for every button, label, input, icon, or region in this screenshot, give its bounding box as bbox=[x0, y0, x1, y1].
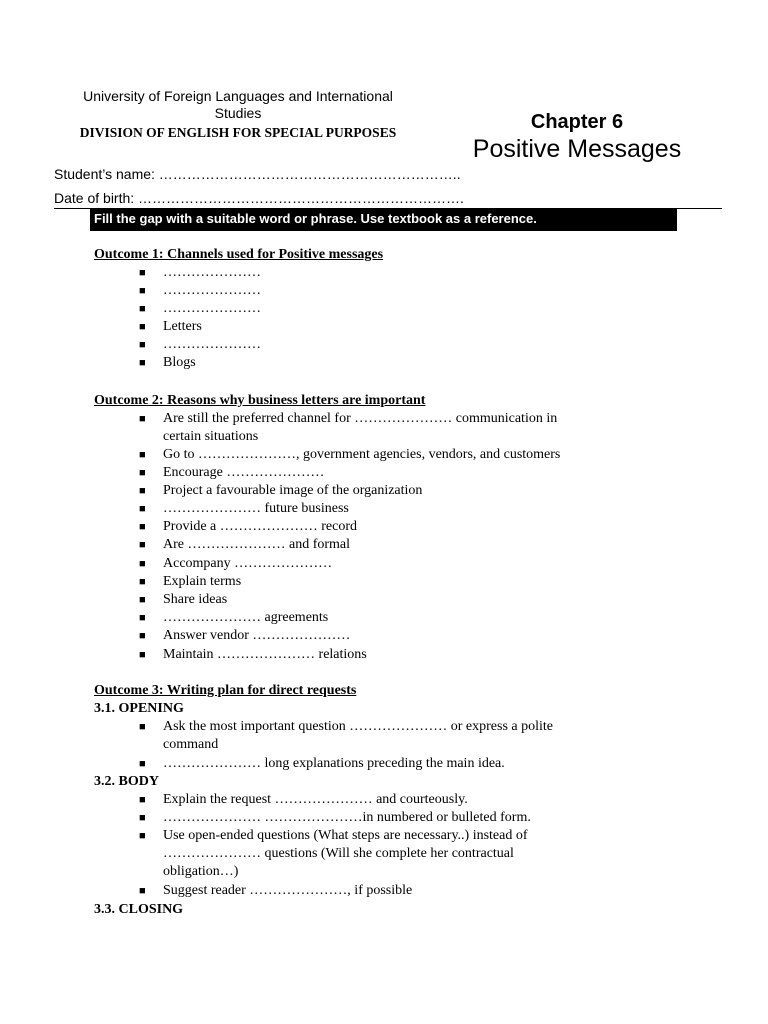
list-item: ………………… long explanations preceding the main idea. bbox=[163, 756, 505, 771]
bullet-icon: ■ bbox=[139, 885, 146, 897]
list-item-continuation: ………………… questions (Will she complete her contractual bbox=[163, 846, 514, 861]
bullet-icon: ■ bbox=[139, 558, 146, 570]
bullet-icon: ■ bbox=[139, 503, 146, 515]
bullet-icon: ■ bbox=[139, 630, 146, 642]
bullet-icon: ■ bbox=[139, 285, 146, 297]
chapter-title: Positive Messages bbox=[472, 135, 682, 163]
bullet-icon: ■ bbox=[139, 321, 146, 333]
list-item: ………………… agreements bbox=[163, 610, 329, 625]
list-item: Use open-ended questions (What steps are necessary..) instead of bbox=[163, 828, 528, 843]
bullet-icon: ■ bbox=[139, 467, 146, 479]
list-item: Explain terms bbox=[163, 574, 242, 589]
instruction-banner: Fill the gap with a suitable word or phrase. Use textbook as a reference. bbox=[90, 209, 677, 231]
list-item: ………………… bbox=[163, 265, 261, 280]
list-item: Go to …………………, government agencies, vendors, and customers bbox=[163, 447, 561, 462]
bullet-icon: ■ bbox=[139, 830, 146, 842]
bullet-icon: ■ bbox=[139, 758, 146, 770]
list-item: Project a favourable image of the organization bbox=[163, 483, 423, 498]
list-item: Are still the preferred channel for ………………… communication in bbox=[163, 411, 558, 426]
list-item-continuation: command bbox=[163, 737, 219, 752]
chapter-number: Chapter 6 bbox=[530, 111, 624, 133]
list-item: Explain the request ………………… and courteously. bbox=[163, 792, 468, 807]
bullet-icon: ■ bbox=[139, 449, 146, 461]
list-item: Ask the most important question ………………… or express a polite bbox=[163, 719, 554, 734]
list-item: ………………… bbox=[163, 301, 261, 316]
list-item-continuation: certain situations bbox=[163, 429, 259, 444]
date-of-birth-field: Date of birth: ……………………………………………………………. bbox=[54, 190, 464, 206]
bullet-icon: ■ bbox=[139, 357, 146, 369]
bullet-icon: ■ bbox=[139, 794, 146, 806]
list-item: Blogs bbox=[163, 355, 196, 370]
bullet-icon: ■ bbox=[139, 267, 146, 279]
outcome-1-heading: Outcome 1: Channels used for Positive messages bbox=[94, 247, 384, 262]
bullet-icon: ■ bbox=[139, 339, 146, 351]
list-item: ………………… bbox=[163, 283, 261, 298]
list-item: Letters bbox=[163, 319, 202, 334]
bullet-icon: ■ bbox=[139, 721, 146, 733]
list-item: ………………… bbox=[163, 337, 261, 352]
bullet-icon: ■ bbox=[139, 576, 146, 588]
list-item: Suggest reader …………………, if possible bbox=[163, 883, 413, 898]
outcome-3-heading: Outcome 3: Writing plan for direct requests bbox=[94, 683, 357, 698]
list-item: Answer vendor ………………… bbox=[163, 628, 351, 643]
body-subheading: 3.2. BODY bbox=[94, 774, 159, 789]
list-item: Are ………………… and formal bbox=[163, 537, 351, 552]
bullet-icon: ■ bbox=[139, 594, 146, 606]
outcome-2-heading: Outcome 2: Reasons why business letters are important bbox=[94, 393, 426, 408]
list-item: Accompany ………………… bbox=[163, 556, 333, 571]
list-item: Share ideas bbox=[163, 592, 228, 607]
bullet-icon: ■ bbox=[139, 612, 146, 624]
bullet-icon: ■ bbox=[139, 485, 146, 497]
list-item: ………………… …………………in numbered or bulleted form. bbox=[163, 810, 531, 825]
list-item: Maintain ………………… relations bbox=[163, 647, 367, 662]
bullet-icon: ■ bbox=[139, 521, 146, 533]
list-item-continuation: obligation…) bbox=[163, 864, 239, 879]
bullet-icon: ■ bbox=[139, 539, 146, 551]
university-name: University of Foreign Languages and International Studies bbox=[83, 88, 393, 121]
closing-subheading: 3.3. CLOSING bbox=[94, 902, 184, 917]
bullet-icon: ■ bbox=[139, 413, 146, 425]
opening-subheading: 3.1. OPENING bbox=[94, 701, 184, 716]
bullet-icon: ■ bbox=[139, 812, 146, 824]
list-item: Provide a ………………… record bbox=[163, 519, 358, 534]
list-item: ………………… future business bbox=[163, 501, 349, 516]
bullet-icon: ■ bbox=[139, 303, 146, 315]
bullet-icon: ■ bbox=[139, 649, 146, 661]
student-name-field: Student’s name: ……………………………………………………….. bbox=[54, 166, 461, 182]
list-item: Encourage ………………… bbox=[163, 465, 325, 480]
division-name: DIVISION OF ENGLISH FOR SPECIAL PURPOSES bbox=[79, 125, 397, 140]
